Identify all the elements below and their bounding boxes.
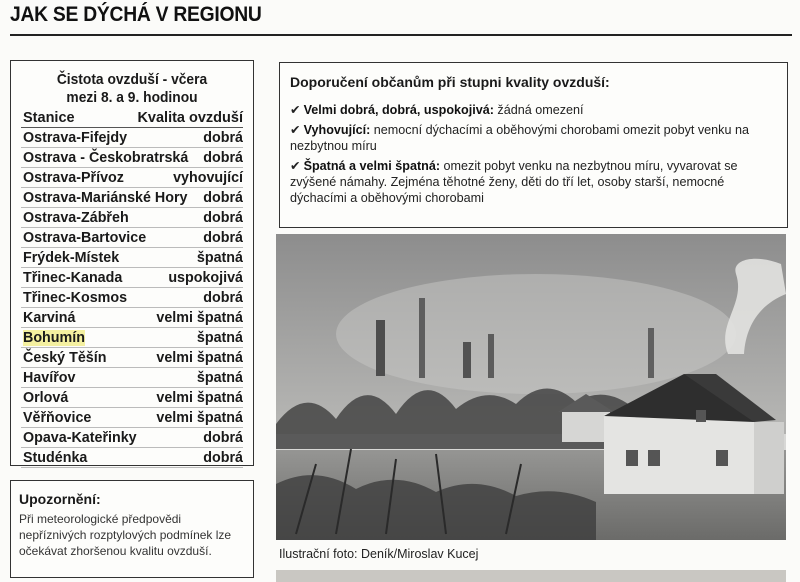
chimney-3 bbox=[463, 342, 471, 378]
quality-value: velmi špatná bbox=[156, 409, 243, 426]
small-house bbox=[562, 412, 610, 442]
station-name: Havířov bbox=[23, 369, 76, 386]
bottom-image-strip bbox=[276, 570, 786, 582]
quality-value: dobrá bbox=[203, 429, 243, 446]
quality-value: špatná bbox=[196, 369, 243, 386]
headline-rule bbox=[10, 34, 792, 36]
table-row bbox=[21, 128, 243, 148]
quality-value: vyhovující bbox=[173, 169, 243, 186]
table-row bbox=[21, 408, 243, 428]
table-row bbox=[21, 348, 243, 368]
table-row bbox=[21, 208, 243, 228]
advice-text: omezit pobyt venku na nezbytnou míru, vyvarovat se zvýšené námahy. Zejména těhotné ženy, děti do tří let, osoby starší, nemocné dýchacími a oběhovými chorobami bbox=[290, 159, 738, 205]
illustrative-photo bbox=[276, 234, 786, 540]
advice-text: nemocní dýchacími a oběhovými chorobami omezit pobyt venku na nezbytnou míru bbox=[290, 123, 749, 153]
table-row bbox=[21, 428, 243, 448]
quality-value: velmi špatná bbox=[156, 389, 243, 406]
table-title bbox=[21, 71, 244, 107]
station-name: Třinec-Kosmos bbox=[23, 289, 128, 306]
table-row bbox=[21, 308, 243, 328]
station-name: Studénka bbox=[23, 449, 88, 466]
station-name: Český Těšín bbox=[23, 349, 107, 366]
warning-title: Upozornění: bbox=[19, 491, 101, 507]
station-name: Ostrava-Bartovice bbox=[23, 229, 147, 246]
chimney-2 bbox=[419, 298, 425, 378]
table-row bbox=[21, 188, 243, 208]
table-row bbox=[21, 388, 243, 408]
advice-label: Špatná a velmi špatná: bbox=[303, 159, 441, 173]
quality-value: dobrá bbox=[203, 129, 243, 146]
station-name: Ostrava - Českobratrská bbox=[23, 149, 189, 166]
station-name: Bohumín bbox=[23, 329, 85, 346]
advice-label: Velmi dobrá, dobrá, uspokojivá: bbox=[303, 103, 494, 117]
station-name: Karviná bbox=[23, 309, 76, 326]
header-station: Stanice bbox=[23, 110, 75, 126]
table-row bbox=[21, 288, 243, 308]
advice-item bbox=[290, 122, 777, 154]
quality-value: špatná bbox=[196, 329, 243, 346]
table-row bbox=[21, 328, 243, 348]
quality-value: uspokojivá bbox=[168, 269, 243, 286]
header-quality: Kvalita ovzduší bbox=[137, 110, 243, 126]
table-row bbox=[21, 448, 243, 468]
chimney-5 bbox=[648, 328, 654, 378]
station-name: Orlová bbox=[23, 389, 69, 406]
quality-value: dobrá bbox=[203, 229, 243, 246]
table-row bbox=[21, 368, 243, 388]
table-title-line2: mezi 8. a 9. hodinou bbox=[66, 89, 198, 106]
warning-text: Při meteorologické předpovědi nepříznivých rozptylových podmínek lze očekávat zhoršenou kvalitu ovzduší. bbox=[19, 512, 232, 558]
quality-value: dobrá bbox=[203, 209, 243, 226]
table-title-line1: Čistota ovzduší - včera bbox=[56, 71, 208, 88]
checkmark-icon: ✔ bbox=[290, 159, 301, 173]
air-quality-table-box bbox=[10, 60, 254, 466]
page-headline: JAK SE DÝCHÁ V REGIONU bbox=[10, 3, 262, 26]
advice-item bbox=[290, 158, 777, 206]
table-row bbox=[21, 168, 243, 188]
quality-value: dobrá bbox=[203, 449, 243, 466]
table-row bbox=[21, 148, 243, 168]
warning-box bbox=[10, 480, 254, 578]
quality-value: dobrá bbox=[203, 149, 243, 166]
table-body bbox=[21, 128, 243, 468]
station-name: Ostrava-Přívoz bbox=[23, 169, 124, 186]
advice-item bbox=[290, 102, 777, 118]
station-name: Ostrava-Mariánské Hory bbox=[23, 189, 188, 206]
chimney-1 bbox=[376, 320, 385, 376]
station-name: Opava-Kateřinky bbox=[23, 429, 137, 446]
chimney-4 bbox=[488, 334, 494, 378]
advice-box bbox=[279, 62, 788, 228]
advice-title: Doporučení občanům při stupni kvality ovzduší: bbox=[290, 74, 610, 90]
advice-label: Vyhovující: bbox=[303, 123, 371, 137]
quality-value: dobrá bbox=[203, 289, 243, 306]
quality-value: dobrá bbox=[203, 189, 243, 206]
station-name: Frýdek-Místek bbox=[23, 249, 120, 266]
advice-list bbox=[280, 102, 787, 206]
station-name: Věřňovice bbox=[23, 409, 92, 426]
quality-value: špatná bbox=[196, 249, 243, 266]
station-name: Třinec-Kanada bbox=[23, 269, 123, 286]
table-header bbox=[21, 109, 243, 128]
station-name: Ostrava-Zábřeh bbox=[23, 209, 129, 226]
station-name: Ostrava-Fifejdy bbox=[23, 129, 128, 146]
quality-value: velmi špatná bbox=[156, 349, 243, 366]
advice-text: žádná omezení bbox=[493, 103, 584, 117]
quality-value: velmi špatná bbox=[156, 309, 243, 326]
photo-caption: Ilustrační foto: Deník/Miroslav Kucej bbox=[279, 547, 479, 561]
table-row bbox=[21, 248, 243, 268]
checkmark-icon: ✔ bbox=[290, 123, 301, 137]
table-row bbox=[21, 228, 243, 248]
table-row bbox=[21, 268, 243, 288]
checkmark-icon: ✔ bbox=[290, 103, 301, 117]
